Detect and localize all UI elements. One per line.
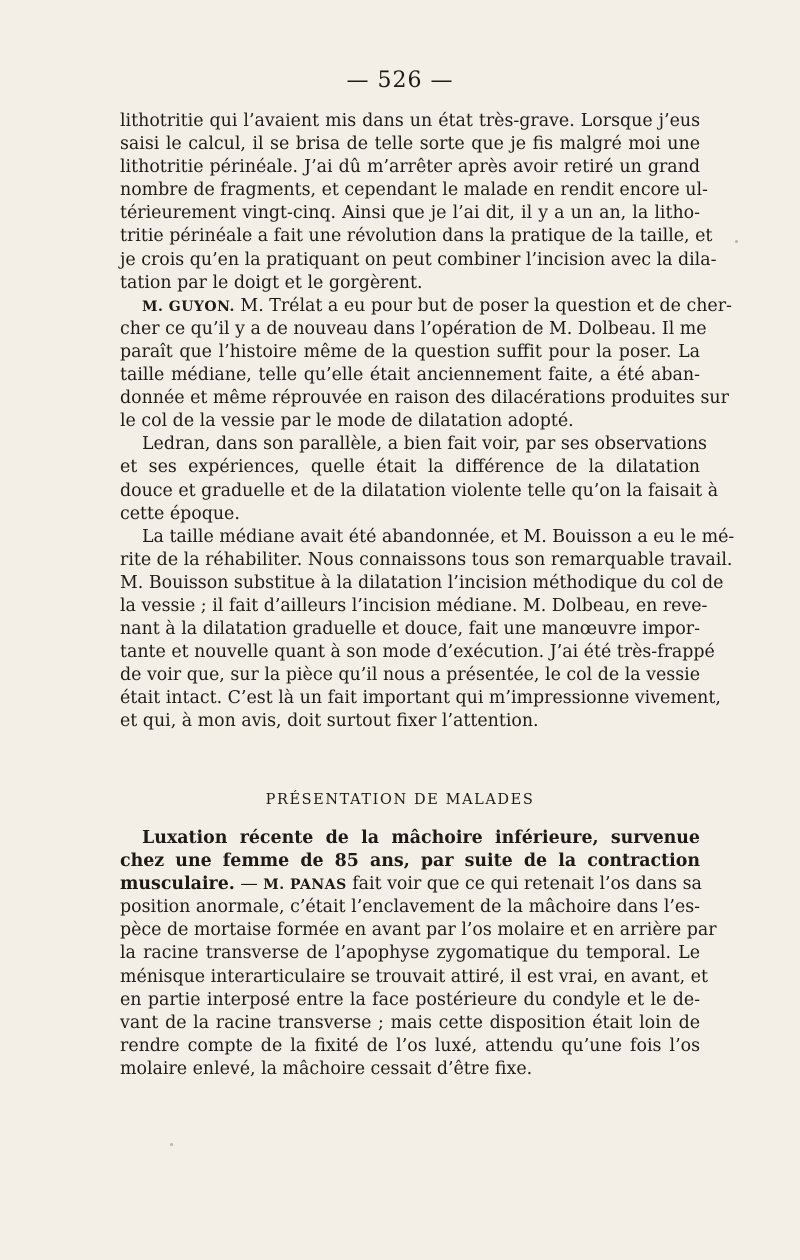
text-line: tation par le doigt et le gorgèrent.	[120, 272, 423, 293]
text-line: nant à la dilatation graduelle et douce, fait une manœuvre impor-	[120, 619, 700, 640]
text-line: nombre de fragments, et cependant le malade en rendit encore ul-	[120, 180, 708, 201]
text-line: donnée et même réprouvée en raison des dilacérations produites sur	[120, 388, 729, 409]
text-line	[120, 295, 732, 318]
paragraph-lithotritie	[120, 110, 735, 734]
text-line	[120, 873, 700, 896]
text-line: La taille médiane avait été abandonnée, et M. Bouisson a eu le mé-	[142, 526, 735, 547]
text-fragment: —	[234, 874, 264, 895]
text-line: paraît que l’histoire même de la question suffit pour la poser. La	[120, 341, 700, 362]
article-title-end: musculaire.	[120, 874, 235, 895]
text-line: molaire enlevé, la mâchoire cessait d’être fixe.	[120, 1058, 533, 1079]
text-line: tante et nouvelle quant à son mode d’exécution. J’ai été très-frappé	[120, 642, 715, 663]
speaker-name: M. GUYON.	[142, 298, 235, 315]
text-line: la vessie ; il fait d’ailleurs l’incision médiane. M. Dolbeau, en reve-	[120, 595, 708, 616]
text-line: rendre compte de la fixité de l’os luxé, attendu qu’une fois l’os	[120, 1035, 700, 1056]
text-line: cher ce qu’il y a de nouveau dans l’opération de M. Dolbeau. Il me	[120, 318, 707, 339]
section-heading: PRÉSENTATION DE MALADES	[265, 792, 535, 808]
text-line: de voir que, sur la pièce qu’il nous a présentée, le col de la vessie	[120, 665, 700, 686]
text-line: vant de la racine transverse ; mais cette disposition était loin de	[120, 1012, 700, 1033]
text-line: et ses expériences, quelle était la différence de la dilatation	[120, 457, 700, 478]
text-line: Ledran, dans son parallèle, a bien fait voir, par ses observations	[142, 434, 707, 455]
text-line: douce et graduelle et de la dilatation violente telle qu’on la faisait à	[120, 480, 719, 501]
text-fragment: fait voir que ce qui retenait l’os dans sa	[346, 874, 702, 895]
text-line: saisi le calcul, il se brisa de telle sorte que je fis malgré moi une	[120, 134, 700, 155]
article-title-line: chez une femme de 85 ans, par suite de la contraction	[120, 851, 700, 872]
text-line: rite de la réhabiliter. Nous connaissons tous son remarquable travail.	[120, 549, 733, 570]
paper-speck	[170, 1143, 173, 1146]
text-line: en partie interposé entre la face postérieure du condyle et le de-	[120, 989, 700, 1010]
paper-speck	[735, 240, 738, 243]
text-line: et qui, à mon avis, doit surtout fixer l’attention.	[120, 711, 539, 732]
text-line: je crois qu’en la pratiquant on peut combiner l’incision avec la dila-	[120, 249, 717, 270]
text-line: le col de la vessie par le mode de dilatation adopté.	[120, 411, 574, 432]
text-line: lithotritie périnéale. J’ai dû m’arrêter après avoir retiré un grand	[120, 157, 700, 178]
paragraph-luxation	[120, 827, 717, 1081]
text-line: la racine transverse de l’apophyse zygomatique du temporal. Le	[120, 943, 700, 964]
text-line: M. Bouisson substitue à la dilatation l’incision méthodique du col de	[120, 572, 724, 593]
text-line: tritie périnéale a fait une révolution dans la pratique de la taille, et	[120, 226, 713, 247]
speaker-name: M. PANAS	[263, 877, 347, 894]
text-line: pèce de mortaise formée en avant par l’os molaire et en arrière par	[120, 920, 717, 941]
text-line: cette époque.	[120, 503, 240, 524]
text-line: était intact. C’est là un fait important qui m’impressionne vivement,	[120, 688, 721, 709]
text-line: lithotritie qui l’avaient mis dans un état très-grave. Lorsque j’eus	[120, 111, 700, 131]
page-number: — 526 —	[346, 68, 454, 93]
text-line: ménisque interarticulaire se trouvait attiré, il est vrai, en avant, et	[120, 966, 708, 987]
article-title-line: Luxation récente de la mâchoire inférieure, survenue	[142, 828, 700, 848]
text-fragment: M. Trélat a eu pour but de poser la question et de cher-	[240, 295, 732, 316]
text-line: térieurement vingt-cinq. Ainsi que je l’ai dit, il y a un an, la litho-	[120, 203, 700, 224]
text-line: taille médiane, telle qu’elle était anciennement faite, a été aban-	[120, 365, 700, 386]
text-line: position anormale, c’était l’enclavement de la mâchoire dans l’es-	[120, 897, 700, 918]
